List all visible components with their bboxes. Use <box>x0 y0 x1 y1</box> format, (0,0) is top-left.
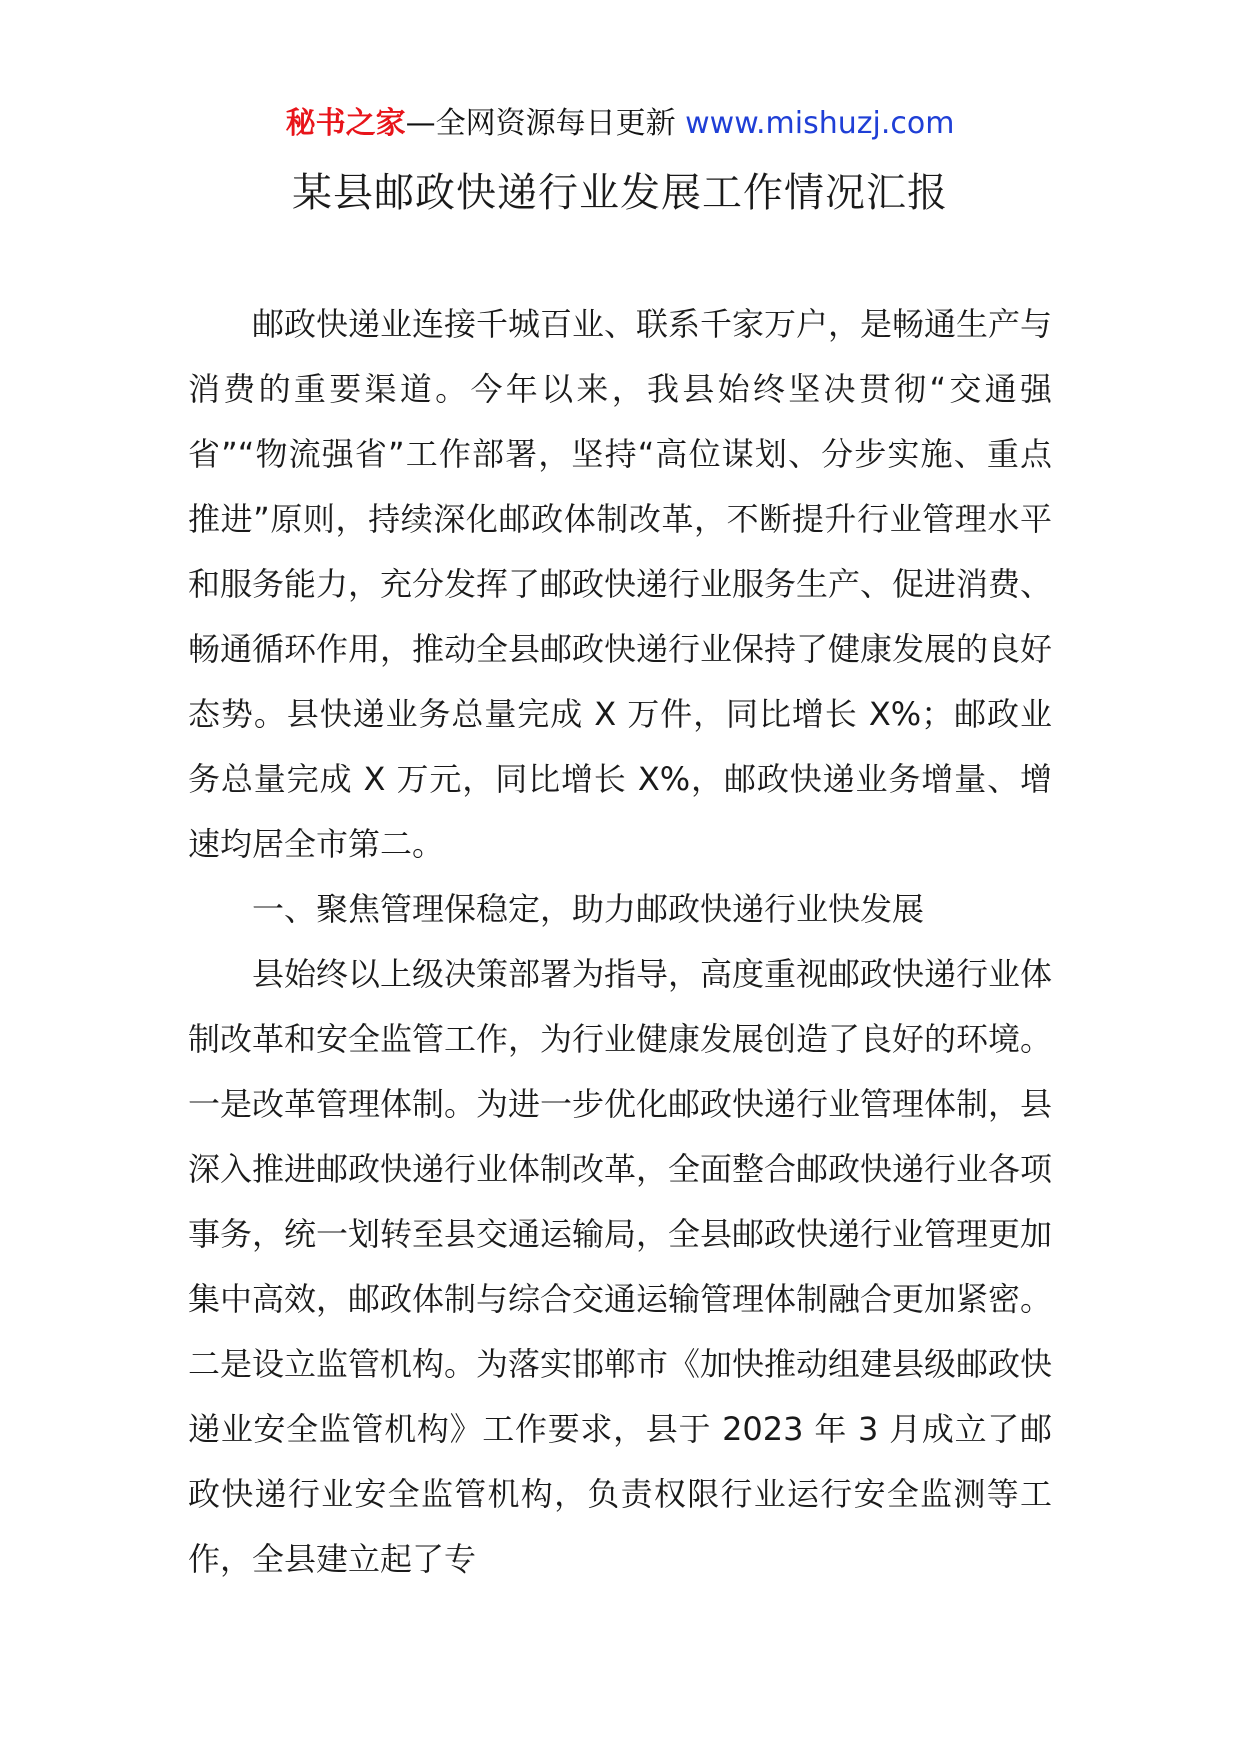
document-body <box>188 292 1052 1592</box>
banner-url[interactable]: www.mishuzj.com <box>685 106 955 141</box>
banner-brand: 秘书之家 <box>285 106 406 141</box>
intro-paragraph: 邮政快递业连接千城百业、联系千家万户，是畅通生产与消费的重要渠道。今年以来，我县始终坚决贯彻“交通强省”“物流强省”工作部署，坚持“高位谋划、分步实施、重点推进”原则，持续深化邮政体制改革，不断提升行业管理水平和服务能力，充分发挥了邮政快递行业服务生产、促进消费、畅通循环作用，推动全县邮政快递行业保持了健康发展的良好态势。县快递业务总量完成 X 万件，同比增长 X%；邮政业务总量完成 X 万元，同比增长 X%，邮政快递业务增量、增速均居全市第二。 <box>188 305 1053 863</box>
document-title: 某县邮政快递行业发展工作情况汇报 <box>292 170 948 216</box>
section-1-paragraph: 县始终以上级决策部署为指导，高度重视邮政快递行业体制改革和安全监管工作，为行业健康发展创造了良好的环境。一是改革管理体制。为进一步优化邮政快递行业管理体制，县深入推进邮政快递行业体制改革，全面整合邮政快递行业各项事务，统一划转至县交通运输局，全县邮政快递行业管理更加集中高效，邮政体制与综合交通运输管理体制融合更加紧密。二是设立监管机构。为落实邯郸市《加快推动组建县级邮政快递业安全监管机构》工作要求，县于 2023 年 3 月成立了邮政快递行业安全监管机构，负责权限行业运行安全监测等工作，全县建立起了专 <box>188 955 1053 1578</box>
banner-slogan: —全网资源每日更新 <box>405 106 676 141</box>
watermark-banner <box>0 104 1240 144</box>
section-heading-1: 一、聚焦管理保稳定，助力邮政快递行业快发展 <box>252 890 925 928</box>
